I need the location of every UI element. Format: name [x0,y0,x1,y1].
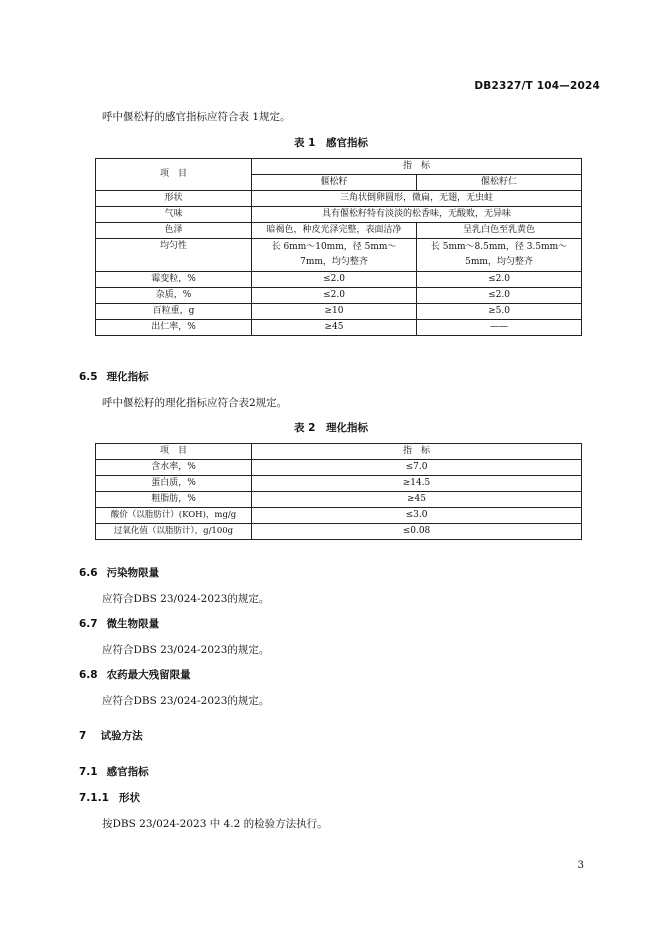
table1-subheader-kernel: 偃松籽仁 [417,175,582,191]
section-6-8-paragraph: 应符合DBS 23/024-2023的规定。 [102,695,270,707]
table-row [96,320,582,336]
intro-paragraph: 呼中偃松籽的感官指标应符合表 1规定。 [102,111,291,123]
table-row [96,207,582,223]
row-value: ≤0.08 [252,524,582,540]
row-value: ≥45 [252,492,582,508]
row-kernel-value: ≤2.0 [417,288,582,304]
row-item: 形状 [96,191,252,207]
row-item: 酸价（以脂肪计）(KOH)，mg/g [96,508,252,524]
section-6-6-heading [79,565,159,580]
row-merged-value: 具有偃松籽特有淡淡的松香味，无酸败，无异味 [252,207,582,223]
section-number: 7 [79,730,87,742]
row-item: 气味 [96,207,252,223]
table-row [96,223,582,239]
row-merged-value: 三角状倒卵圆形，微扁，无翅，无虫蛀 [252,191,582,207]
table2-caption: 表 2 理化指标 [294,422,368,434]
page-number: 3 [577,860,584,871]
row-item: 过氧化值（以脂肪计），g/100g [96,524,252,540]
section-6-7-heading [79,616,159,631]
row-seed-value: ≥10 [252,304,417,320]
section-number: 6.8 [79,669,98,681]
row-item: 出仁率，% [96,320,252,336]
row-item: 霉变粒，% [96,272,252,288]
section-6-5-heading [79,369,149,384]
section-6-7-paragraph: 应符合DBS 23/024-2023的规定。 [102,644,270,656]
row-kernel-value: ≤2.0 [417,272,582,288]
table-row [96,524,582,540]
row-value: ≤7.0 [252,460,582,476]
section-number: 7.1.1 [79,792,109,804]
row-kernel-value: 长 5mm～8.5mm，径 3.5mm～5mm，均匀整齐 [417,239,582,272]
table-row [96,492,582,508]
row-kernel-value: —— [417,320,582,336]
sensory-index-table [95,158,582,336]
section-6-6-paragraph: 应符合DBS 23/024-2023的规定。 [102,593,270,605]
row-item: 色泽 [96,223,252,239]
row-value: ≥14.5 [252,476,582,492]
section-7-1-1-heading [79,790,140,805]
section-title: 试验方法 [100,730,143,742]
row-seed-value: ≤2.0 [252,288,417,304]
table-row [96,239,582,272]
table-row [96,272,582,288]
table-row [96,476,582,492]
row-value: ≤3.0 [252,508,582,524]
section-title: 理化指标 [106,371,149,383]
section-7-heading [79,728,143,743]
section-title: 微生物限量 [106,618,160,630]
section-6-5-paragraph: 呼中偃松籽的理化指标应符合表2规定。 [102,397,288,409]
table-row [96,460,582,476]
row-item: 百粒重，g [96,304,252,320]
row-kernel-value: ≥5.0 [417,304,582,320]
row-item: 蛋白质，% [96,476,252,492]
section-title: 感官指标 [106,766,149,778]
row-seed-value: 长 6mm～10mm，径 5mm～7mm，均匀整齐 [252,239,417,272]
row-item: 粗脂肪，% [96,492,252,508]
section-title: 形状 [119,792,140,804]
row-seed-value: ≤2.0 [252,272,417,288]
row-kernel-value: 呈乳白色至乳黄色 [417,223,582,239]
row-item: 杂质，% [96,288,252,304]
section-6-8-heading [79,667,191,682]
row-seed-value: 暗褐色，种皮光泽完整，表面洁净 [252,223,417,239]
row-seed-value: ≥45 [252,320,417,336]
section-7-1-heading [79,764,149,779]
table1-caption: 表 1 感官指标 [294,137,368,149]
section-title: 农药最大残留限量 [106,669,191,681]
table-row [96,304,582,320]
section-number: 6.5 [79,371,98,383]
table-row [96,508,582,524]
section-title: 污染物限量 [106,567,160,579]
table2-header-item: 项 目 [96,444,252,460]
table-row [96,288,582,304]
section-7-1-1-paragraph: 按DBS 23/024-2023 中 4.2 的检验方法执行。 [102,818,328,830]
table1-subheader-seed: 偃松籽 [252,175,417,191]
row-item: 含水率，% [96,460,252,476]
table1-header-index: 指 标 [252,159,582,175]
section-number: 6.6 [79,567,98,579]
section-number: 6.7 [79,618,98,630]
table2-header-index: 指 标 [252,444,582,460]
document-code: DB2327/T 104—2024 [474,80,600,92]
row-item: 均匀性 [96,239,252,272]
section-number: 7.1 [79,766,98,778]
physicochemical-index-table [95,443,582,540]
table-row [96,191,582,207]
table1-header-item: 项 目 [96,159,252,191]
